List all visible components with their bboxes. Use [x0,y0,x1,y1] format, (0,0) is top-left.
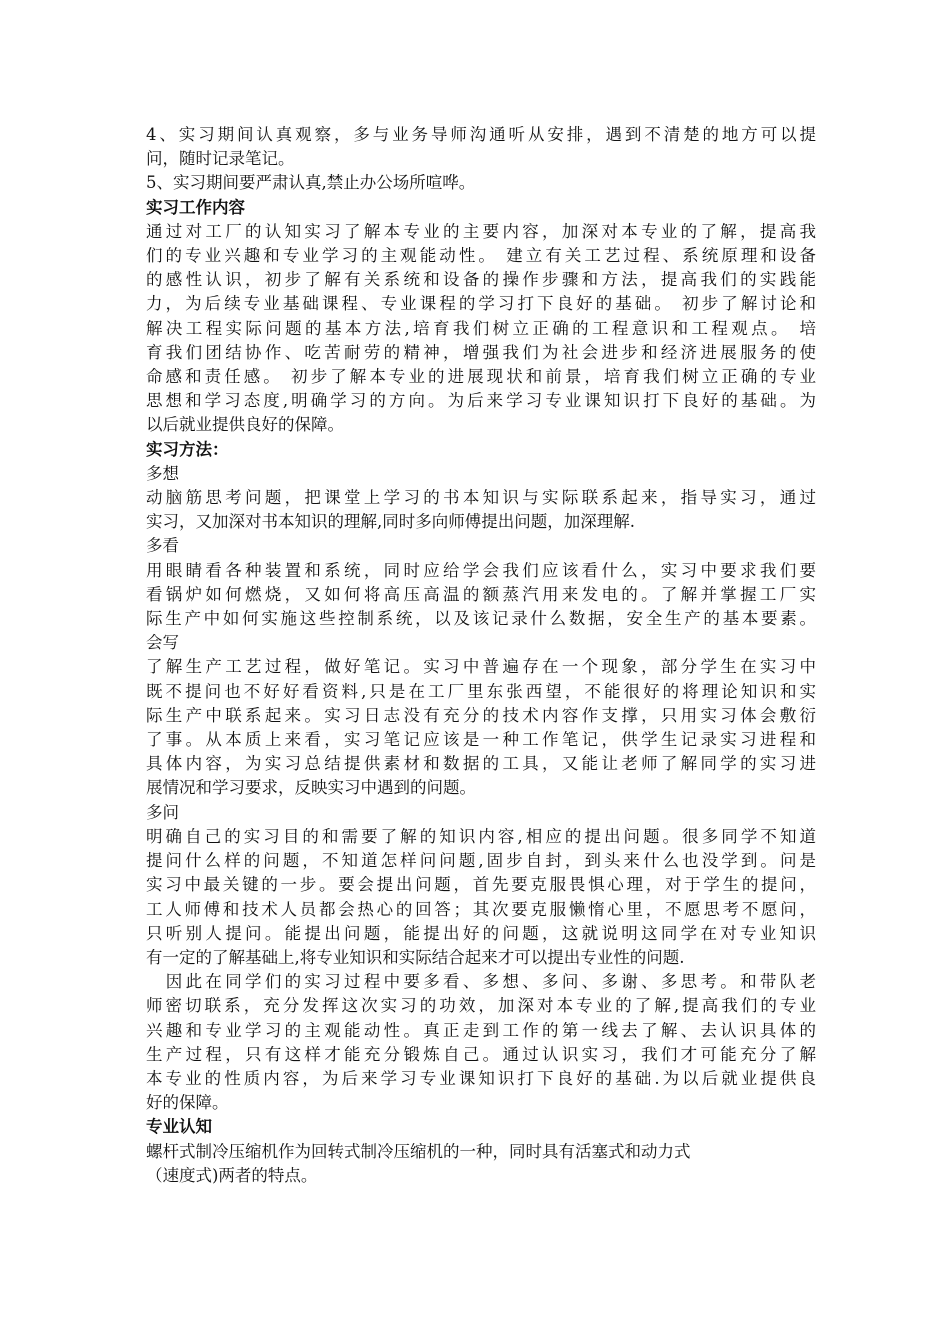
section-heading: 实习方法： [146,439,229,459]
text-line: 问，随时记录笔记。 [146,149,295,169]
text-line: 了事。从本质上来看，实习笔记应该是一种工作笔记，供学生记录实习进程和 [146,730,816,750]
text-line: 5、实习期间要严肃认真,禁止办公场所喧哗。 [146,173,476,193]
text-line: 育我们团结协作、吃苦耐劳的精神，增强我们为社会进步和经济进展服务的使 [146,342,816,362]
text-line: 本专业的性质内容，为后来学习专业课知识打下良好的基础.为以后就业提供良 [146,1068,816,1088]
text-line: 明确自己的实习目的和需要了解的知识内容,相应的提出问题。很多同学不知道 [146,826,816,846]
text-line: 的感性认识，初步了解有关系统和设备的操作步骤和方法，提高我们的实践能 [146,270,816,290]
text-line: 力，为后续专业基础课程、专业课程的学习打下良好的基础。 初步了解讨论和 [146,294,816,314]
text-line: 解决工程实际问题的基本方法,培育我们树立正确的工程意识和工程观点。 培 [146,318,816,338]
text-line: 思想和学习态度,明确学习的方向。为后来学习专业课知识打下良好的基础。为 [146,391,816,411]
text-line: 师密切联系，充分发挥这次实习的功效，加深对本专业的了解,提高我们的专业 [146,996,816,1016]
text-line: 看锅炉如何燃烧，又如何将高压高温的额蒸汽用来发电的。了解并掌握工厂实 [146,584,816,604]
text-line: 们的专业兴趣和专业学习的主观能动性。 建立有关工艺过程、系统原理和设备 [146,246,816,266]
text-line: 生产过程，只有这样才能充分锻炼自己。通过认识实习，我们才可能充分了解 [146,1044,816,1064]
text-line: 动脑筋思考问题，把课堂上学习的书本知识与实际联系起来，指导实习，通过 [146,488,816,508]
text-line: 因此在同学们的实习过程中要多看、多想、多问、多谢、多思考。和带队老 [146,972,816,992]
text-line: 好的保障。 [146,1093,229,1113]
text-line: （速度式)两者的特点。 [146,1165,318,1185]
text-line: 以后就业提供良好的保障。 [146,415,344,435]
text-line: 既不提问也不好好看资料,只是在工厂里东张西望，不能很好的将理论知识和实 [146,681,816,701]
text-line: 提问什么样的问题，不知道怎样问问题,固步自封，到头来什么也没学到。问是 [146,851,816,871]
text-line: 际生产中如何实施这些控制系统，以及该记录什么数据，安全生产的基本要素。 [146,609,816,629]
text-line: 具体内容，为实习总结提供素材和数据的工具，又能让老师了解同学的实习进 [146,754,816,774]
text-line: 用眼睛看各种装置和系统，同时应给学会我们应该看什么，实习中要求我们要 [146,560,816,580]
text-line: 多看 [146,536,179,556]
text-line: 实习中最关键的一步。要会提出问题，首先要克服畏惧心理，对于学生的提问， [146,875,816,895]
text-line: 命感和责任感。 初步了解本专业的进展现状和前景，培育我们树立正确的专业 [146,367,816,387]
text-line: 螺杆式制冷压缩机作为回转式制冷压缩机的一种，同时具有活塞式和动力式 [146,1141,691,1161]
text-line: 兴趣和专业学习的主观能动性。真正走到工作的第一线去了解、去认识具体的 [146,1020,816,1040]
text-line: 实习，又加深对书本知识的理解,同时多向师傅提出问题，加深理解. [146,512,635,532]
text-line: 4、实习期间认真观察，多与业务导师沟通听从安排，遇到不清楚的地方可以提 [146,125,816,144]
text-line: 通过对工厂的认知实习了解本专业的主要内容，加深对本专业的了解，提高我 [146,221,816,241]
document-body [146,123,816,1188]
text-line: 了解生产工艺过程，做好笔记。实习中普遍存在一个现象，部分学生在实习中 [146,657,816,677]
text-line: 有一定的了解基础上,将专业知识和实际结合起来才可以提出专业性的问题. [146,947,685,967]
text-line: 多想 [146,463,179,483]
text-line: 展情况和学习要求，反映实习中遇到的问题。 [146,778,476,798]
text-line: 际生产中联系起来。实习日志没有充分的技术内容作支撑，只用实习体会敷衍 [146,705,816,725]
text-line: 只听别人提问。能提出问题，能提出好的问题，这就说明这同学在对专业知识 [146,923,816,943]
text-line: 会写 [146,633,179,653]
section-heading: 专业认知 [146,1117,212,1137]
text-line: 工人师傅和技术人员都会热心的回答；其次要克服懒惰心里，不愿思考不愿问， [146,899,816,919]
section-heading: 实习工作内容 [146,197,245,217]
text-line: 多问 [146,802,179,822]
